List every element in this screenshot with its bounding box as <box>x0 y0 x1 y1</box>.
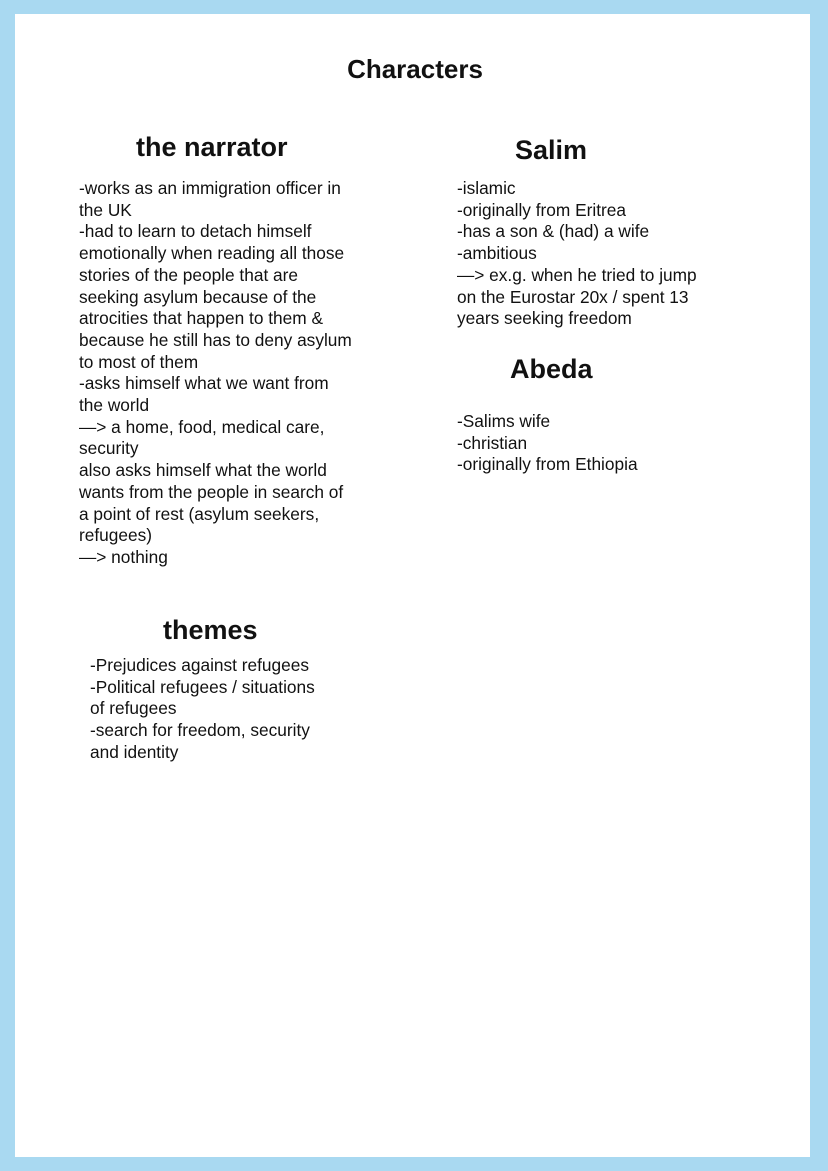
salim-line: years seeking freedom <box>457 308 632 329</box>
narrator-heading: the narrator <box>136 132 288 162</box>
narrator-line: because he still has to deny asylum <box>79 329 352 350</box>
themes-line: -Political refugees / situations <box>90 676 315 697</box>
salim-line: -has a son & (had) a wife <box>457 221 650 242</box>
narrator-line: the UK <box>79 199 132 220</box>
narrator-line: seeking asylum because of the <box>79 286 317 307</box>
narrator-line: —> nothing <box>79 546 168 567</box>
narrator-line: atrocities that happen to them & <box>79 308 324 329</box>
narrator-line: refugees) <box>79 525 153 546</box>
themes-line: of refugees <box>90 698 177 719</box>
narrator-line: stories of the people that are <box>79 264 299 285</box>
themes-notes <box>90 655 315 764</box>
narrator-line: to most of them <box>79 351 199 372</box>
narrator-line: security <box>79 438 139 459</box>
themes-line: -Prejudices against refugees <box>90 655 310 675</box>
document-page <box>15 14 810 1157</box>
page-title: Characters <box>347 54 483 84</box>
salim-line: -ambitious <box>457 243 537 264</box>
abeda-line: -christian <box>457 432 528 453</box>
narrator-line: -asks himself what we want from <box>79 373 329 394</box>
narrator-line: —> a home, food, medical care, <box>79 416 325 437</box>
abeda-line: -originally from Ethiopia <box>457 454 638 475</box>
salim-line: -originally from Eritrea <box>457 199 627 220</box>
salim-notes <box>457 178 697 330</box>
abeda-heading: Abeda <box>510 354 593 384</box>
themes-heading: themes <box>163 615 258 645</box>
abeda-line: -Salims wife <box>457 411 551 431</box>
narrator-line: also asks himself what the world <box>79 460 327 481</box>
narrator-line: -works as an immigration officer in <box>79 178 341 198</box>
salim-heading: Salim <box>515 135 588 165</box>
narrator-line: emotionally when reading all those <box>79 243 345 264</box>
themes-line: and identity <box>90 741 179 762</box>
narrator-notes <box>79 178 352 569</box>
narrator-line: a point of rest (asylum seekers, <box>79 503 320 524</box>
narrator-line: wants from the people in search of <box>79 481 344 502</box>
salim-line: on the Eurostar 20x / spent 13 <box>457 286 689 307</box>
salim-line: —> ex.g. when he tried to jump <box>457 264 697 285</box>
abeda-notes <box>457 411 638 476</box>
salim-line: -islamic <box>457 178 516 198</box>
themes-line: -search for freedom, security <box>90 720 310 741</box>
narrator-line: -had to learn to detach himself <box>79 221 312 242</box>
narrator-line: the world <box>79 395 150 416</box>
